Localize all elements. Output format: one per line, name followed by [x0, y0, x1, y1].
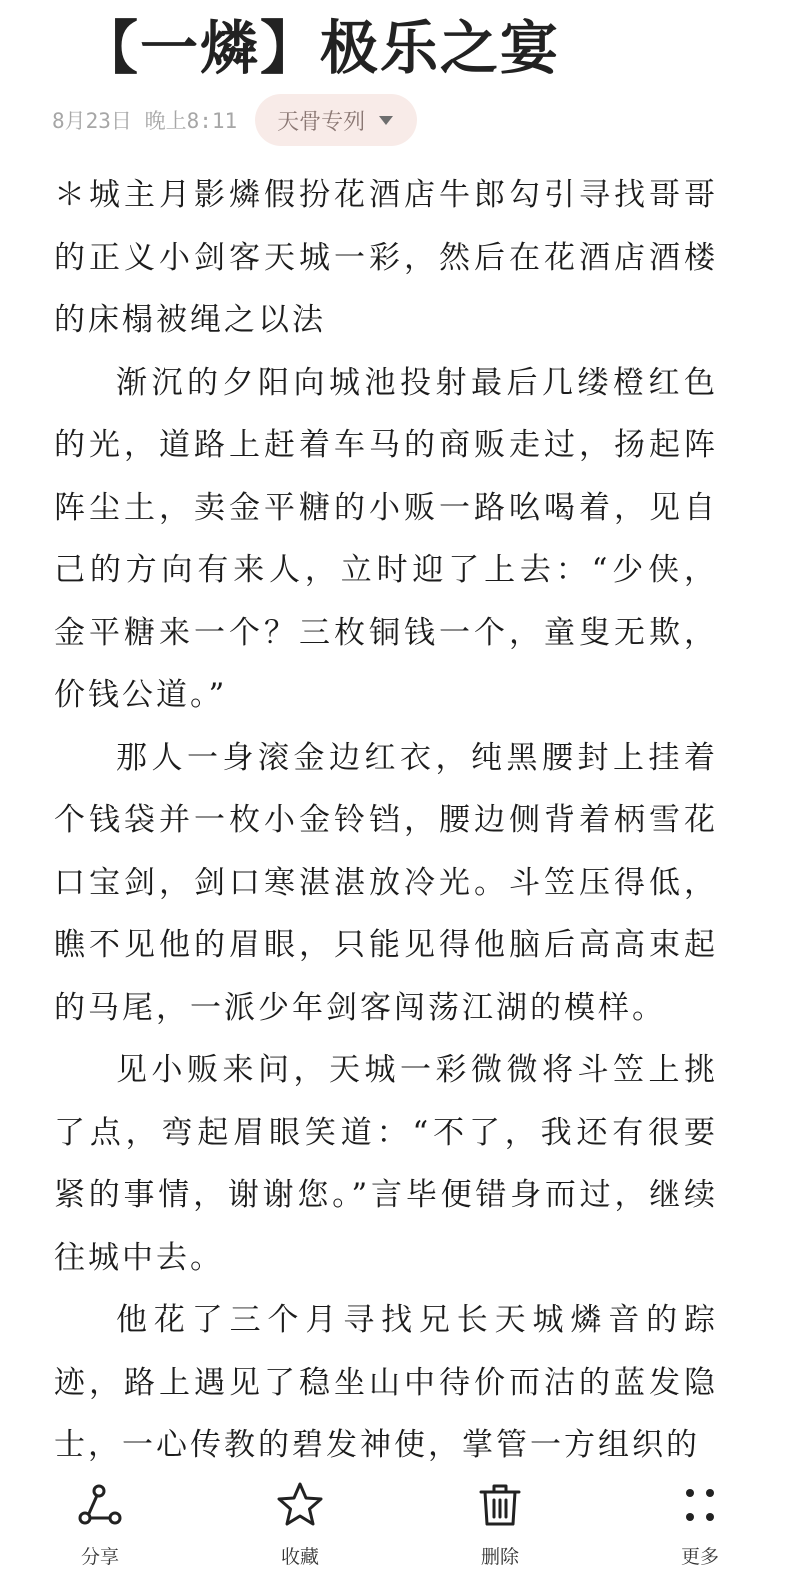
category-label: 天骨专列: [277, 109, 366, 135]
star-icon: [275, 1480, 325, 1530]
paragraph: ＊城主月影燐假扮花酒店牛郎勾引寻找哥哥的正义小剑客天城一彩，然后在花酒店酒楼的床榻被绳之以法: [54, 177, 718, 338]
paragraph: 见小贩来问，天城一彩微微将斗笠上挑了点，弯起眉眼笑道：“不了，我还有很要紧的事情，谢谢您。”言毕便错身而过，继续往城中去。: [54, 1052, 718, 1276]
bottom-action-bar: [0, 1468, 800, 1593]
caret-down-icon: [379, 116, 393, 125]
more-icon: [675, 1480, 725, 1530]
more-button[interactable]: [640, 1468, 760, 1578]
paragraph: 他花了三个月寻找兄长天城燐音的踪迹，路上遇见了稳坐山中待价而沽的蓝发隐士，一心传教的碧发神使，掌管一方组织的: [54, 1302, 718, 1463]
note-body[interactable]: [54, 164, 718, 1484]
trash-icon: [475, 1480, 525, 1530]
note-title: 【一燐】极乐之宴: [80, 14, 561, 82]
category-selector[interactable]: [255, 94, 417, 146]
favorite-label: 收藏: [280, 1546, 319, 1568]
delete-button[interactable]: [440, 1468, 560, 1578]
paragraph: 渐沉的夕阳向城池投射最后几缕橙红色的光，道路上赶着车马的商贩走过，扬起阵阵尘土，卖金平糖的小贩一路吆喝着，见自己的方向有来人，立时迎了上去：“少侠，金平糖来一个？三枚铜钱一个，童叟无欺，价钱公道。”: [54, 364, 718, 713]
delete-label: 删除: [480, 1546, 519, 1568]
note-meta: [52, 94, 417, 146]
share-icon: [75, 1480, 125, 1530]
more-label: 更多: [680, 1546, 719, 1568]
share-button[interactable]: [40, 1468, 160, 1578]
note-date: 8月23日 晚上8:11: [52, 109, 238, 133]
favorite-button[interactable]: [240, 1468, 360, 1578]
paragraph: 那人一身滚金边红衣，纯黑腰封上挂着个钱袋并一枚小金铃铛，腰边侧背着柄雪花口宝剑，剑口寒湛湛放冷光。斗笠压得低，瞧不见他的眉眼，只能见得他脑后高高束起的马尾，一派少年剑客闯荡江湖的模样。: [54, 739, 718, 1026]
share-label: 分享: [80, 1546, 119, 1568]
